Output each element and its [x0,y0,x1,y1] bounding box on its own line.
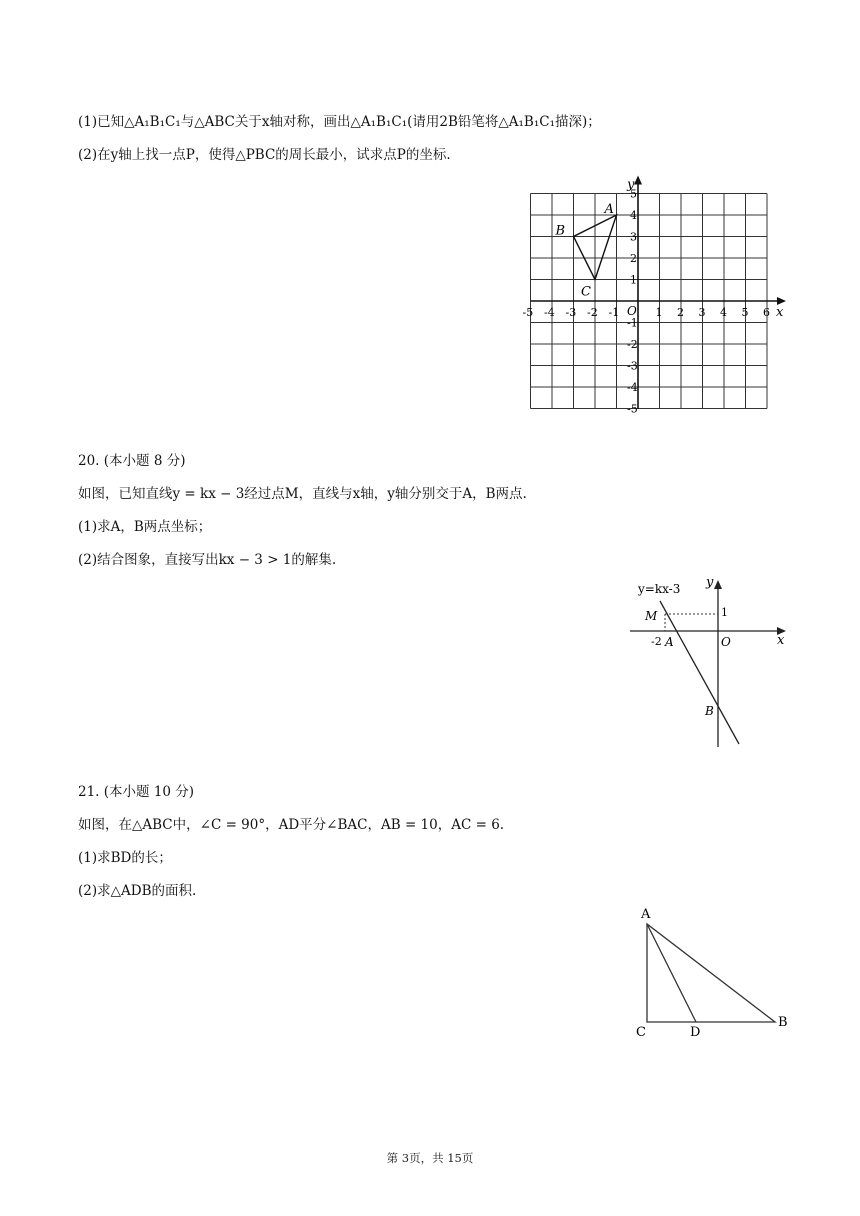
q20-B-label: B [705,704,714,718]
q21-part2: (2)求△ADB的面积. [78,883,197,899]
q21-triangle-abc [647,924,775,1022]
q19-coordinate-grid [520,172,795,417]
x-tick-label: 2 [677,306,684,319]
y-tick-label: 1 [630,273,637,287]
point-label-c: C [581,284,591,300]
q21-label-c: C [636,1025,646,1040]
q20-M-label: M [645,609,658,623]
q20-x-label: x [777,633,785,648]
y-tick-label: -2 [627,338,638,351]
q20-origin-label: O [721,635,731,649]
y-tick-label: 4 [630,209,637,222]
x-tick-label: 6 [763,306,770,319]
page-footer: 第 3页，共 15页 [386,1151,474,1165]
y-tick-label: -1 [627,316,638,330]
x-axis-label: x [776,305,784,320]
y-tick-label: -4 [627,381,638,394]
y-tick-label: 3 [630,230,637,244]
y-tick-label: 2 [630,252,637,265]
y-axis-label: y [627,177,635,193]
point-label-b: B [555,223,566,239]
q21-label-a: A [641,907,651,922]
y-tick-label: -5 [627,402,638,416]
x-tick-label: 5 [741,306,749,319]
x-tick-label: -1 [608,306,620,319]
q20-x-tick-neg2: -2 [651,635,662,648]
q20-A-label: A [665,635,674,649]
q20-line-graph [620,572,795,752]
origin-label: O [627,304,637,318]
q20-y-label: y [706,575,714,590]
q20-line-label: y=kx-3 [638,582,681,596]
x-tick-label: 4 [720,306,727,319]
x-tick-label: 1 [655,306,663,319]
y-axis-arrow [634,176,642,185]
q21-part1: (1)求BD的长； [78,850,172,866]
q21-header: 21. (本小题 10 分) [78,784,195,800]
q20-y-tick-1: 1 [721,606,728,619]
q21-label-d: D [690,1025,701,1040]
q20-stem: 如图，已知直线y = kx − 3经过点M，直线与x轴，y轴分别交于A，B两点. [78,486,527,502]
x-tick-label: -4 [544,306,555,319]
x-tick-label: 3 [698,306,706,319]
q21-segment-ad [647,924,696,1022]
y-tick-label: -3 [627,359,638,373]
q20-header: 20. (本小题 8 分) [78,453,186,469]
q20-y-arrow [714,580,722,589]
q21-stem: 如图，在△ABC中，∠C = 90°，AD平分∠BAC，AB = 10，AC = 6. [78,817,505,833]
q20-line [660,601,739,744]
q19-part1: (1)已知△A₁B₁C₁与△ABC关于x轴对称，画出△A₁B₁C₁(请用2B铅笔将△A₁B₁C₁描深)； [78,114,601,130]
point-label-a: A [604,202,614,217]
x-tick-label: -5 [522,306,534,319]
x-axis-arrow [777,297,786,305]
q20-part1: (1)求A，B两点坐标； [78,519,212,535]
q20-part2: (2)结合图象，直接写出kx − 3 > 1的解集. [78,552,337,568]
y-tick-label: 5 [630,187,637,201]
x-tick-label: -3 [565,306,577,319]
x-tick-label: -2 [587,306,598,319]
q21-label-b: B [778,1015,788,1030]
q19-part2: (2)在y轴上找一点P，使得△PBC的周长最小，试求点P的坐标. [78,147,451,163]
q21-triangle [628,902,798,1047]
